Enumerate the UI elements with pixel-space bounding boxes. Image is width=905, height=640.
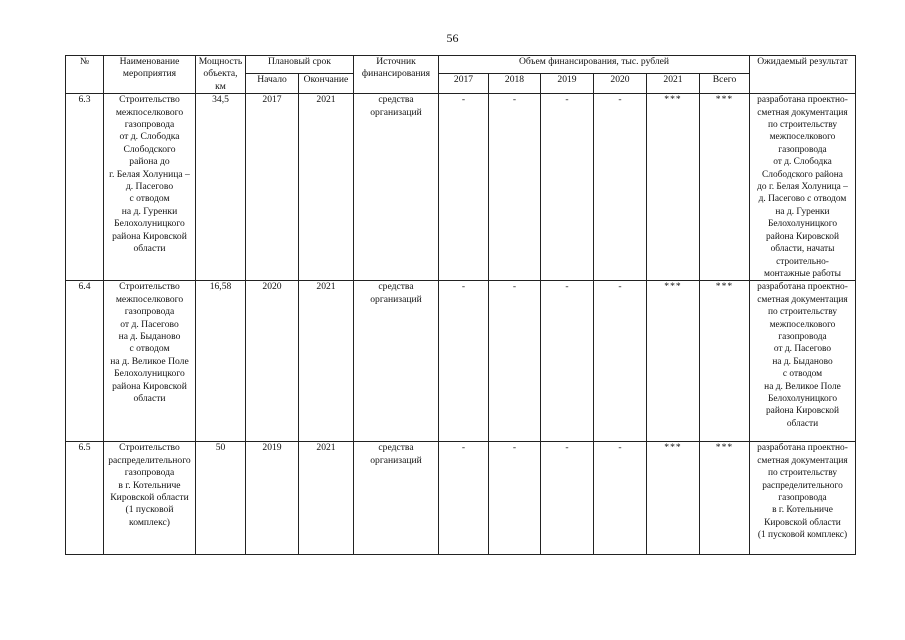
row-result-line: газопровода xyxy=(778,144,827,155)
row-name-line: района до xyxy=(129,156,170,168)
row-year-value: - xyxy=(439,281,489,442)
row-result-line: по строительству xyxy=(767,120,838,131)
table-row xyxy=(66,281,856,442)
header-capacity-line: км xyxy=(215,80,226,92)
row-result-line: строительно- xyxy=(776,256,829,267)
row-year-value: *** xyxy=(647,281,700,442)
row-name-line: межпоселкового xyxy=(115,106,184,118)
header-row-1 xyxy=(66,56,856,74)
row-result-line: газопровода xyxy=(778,331,827,342)
row-total-value: *** xyxy=(700,442,750,555)
row-year-value: - xyxy=(489,281,541,442)
row-result-line: Слободского района xyxy=(762,169,843,180)
row-name-line: в г. Котельниче xyxy=(118,479,181,491)
row-year-value: - xyxy=(489,442,541,555)
row-result-line: межпоселкового xyxy=(769,132,836,143)
header-plan-start: Начало xyxy=(246,73,299,93)
header-name-line: Наименование xyxy=(119,56,180,67)
header-total: Всего xyxy=(700,73,750,93)
row-result-line: межпоселкового xyxy=(769,319,836,330)
header-capacity xyxy=(196,56,246,94)
row-name-line: на д. Быданово xyxy=(118,330,181,342)
row-result-line: района Кировской xyxy=(765,406,840,417)
header-year: 2020 xyxy=(594,73,647,93)
header-capacity-line: Мощность xyxy=(198,56,243,67)
financing-table xyxy=(65,55,856,555)
row-name-line: газопровода xyxy=(124,467,175,479)
row-name-line: от д. Пасегово xyxy=(120,318,179,330)
row-year-value: - xyxy=(541,94,594,281)
row-source-line: организаций xyxy=(370,293,422,305)
row-year-value: - xyxy=(541,442,594,555)
row-result-line: до г. Белая Холуница – xyxy=(757,182,848,193)
row-source xyxy=(354,94,439,281)
row-result-line: сметная документация xyxy=(757,455,848,466)
row-name-line: Белохолуницкого xyxy=(114,368,185,380)
row-name-line: от д. Слободка xyxy=(119,131,180,143)
row-result-line: (1 пусковой комплекс) xyxy=(757,530,848,541)
row-name-line: межпоселкового xyxy=(115,293,184,305)
row-name-line: района Кировской xyxy=(112,230,187,242)
row-result-line: разработана проектно- xyxy=(757,95,848,106)
header-year: 2017 xyxy=(439,73,489,93)
row-result-line: области xyxy=(786,418,819,429)
row-plan-start: 2019 xyxy=(246,442,299,555)
header-year: 2021 xyxy=(647,73,700,93)
row-name-line: с отводом xyxy=(129,343,170,355)
row-source-line: средства xyxy=(378,281,414,293)
row-result-line: на д. Быданово xyxy=(772,356,833,367)
table-row xyxy=(66,94,856,281)
row-name-line: на д. Гуренки xyxy=(121,205,178,217)
row-result-line: разработана проектно- xyxy=(757,443,848,454)
row-source-line: средства xyxy=(378,442,414,454)
row-name-line: области xyxy=(133,392,166,404)
row-name-line: д. Пасегово xyxy=(125,181,174,193)
row-result-line: на д. Гуренки xyxy=(775,206,830,217)
row-total-value: *** xyxy=(700,94,750,281)
row-result-line: по строительству xyxy=(767,468,838,479)
row-name-line: распределительного xyxy=(108,454,191,466)
row-name-line: Кировской области xyxy=(110,491,189,503)
row-year-value: *** xyxy=(647,94,700,281)
header-name xyxy=(104,56,196,94)
row-result-line: района Кировской xyxy=(765,231,840,242)
row-year-value: - xyxy=(439,94,489,281)
row-result-line: распределительного xyxy=(762,480,843,491)
row-name-line: Строительство xyxy=(119,281,180,293)
header-funding: Объем финансирования, тыс. рублей xyxy=(439,56,750,74)
row-number: 6.3 xyxy=(66,94,104,281)
header-year: 2019 xyxy=(541,73,594,93)
row-name-line: газопровода xyxy=(124,119,175,131)
row-source-line: средства xyxy=(378,94,414,106)
header-result: Ожидаемый результат xyxy=(750,56,856,94)
row-result xyxy=(750,442,856,555)
row-result-line: газопровода xyxy=(778,492,827,503)
row-source xyxy=(354,442,439,555)
row-source xyxy=(354,281,439,442)
row-name xyxy=(104,442,196,555)
row-result-line: от д. Слободка xyxy=(773,157,832,168)
row-result-line: разработана проектно- xyxy=(757,282,848,293)
row-number: 6.4 xyxy=(66,281,104,442)
row-source-line: организаций xyxy=(370,454,422,466)
row-result-line: области, начаты xyxy=(770,244,835,255)
header-plan-end: Окончание xyxy=(299,73,354,93)
row-year-value: - xyxy=(594,281,647,442)
row-name-line: с отводом xyxy=(129,193,170,205)
row-name-line: г. Белая Холуница – xyxy=(109,168,190,180)
table-row xyxy=(66,442,856,555)
row-year-value: - xyxy=(439,442,489,555)
header-plan-period: Плановый срок xyxy=(246,56,354,74)
row-result-line: с отводом xyxy=(782,369,823,380)
row-capacity: 50 xyxy=(196,442,246,555)
row-name-line: области xyxy=(133,243,166,255)
row-year-value: - xyxy=(594,442,647,555)
row-capacity: 16,58 xyxy=(196,281,246,442)
row-name-line: (1 пусковой xyxy=(125,504,174,516)
row-name-line: района Кировской xyxy=(112,380,187,392)
row-result-line: сметная документация xyxy=(757,107,848,118)
row-plan-start: 2017 xyxy=(246,94,299,281)
row-result-line: на д. Великое Поле xyxy=(764,381,841,392)
row-result-line: от д. Пасегово xyxy=(773,344,832,355)
row-result-line: в г. Котельниче xyxy=(772,505,833,516)
row-plan-end: 2021 xyxy=(299,281,354,442)
row-result xyxy=(750,281,856,442)
row-year-value: - xyxy=(489,94,541,281)
row-name-line: Слободского xyxy=(123,143,176,155)
row-result-line: Белохолуницкого xyxy=(767,393,838,404)
header-name-line: мероприятия xyxy=(122,68,177,80)
row-plan-end: 2021 xyxy=(299,94,354,281)
page-number: 56 xyxy=(446,31,459,45)
row-source-line: организаций xyxy=(370,106,422,118)
row-number: 6.5 xyxy=(66,442,104,555)
row-result-line: сметная документация xyxy=(757,294,848,305)
row-result-line: д. Пасегово с отводом xyxy=(758,194,847,205)
row-plan-start: 2020 xyxy=(246,281,299,442)
row-name xyxy=(104,281,196,442)
header-num: № xyxy=(66,56,104,94)
header-capacity-line: объекта, xyxy=(203,68,238,80)
row-year-value: - xyxy=(541,281,594,442)
header-source xyxy=(354,56,439,94)
row-result-line: Белохолуницкого xyxy=(767,219,838,230)
row-name-line: газопровода xyxy=(124,306,175,318)
header-year: 2018 xyxy=(489,73,541,93)
row-name-line: Строительство xyxy=(119,94,180,106)
row-year-value: - xyxy=(594,94,647,281)
row-result-line: монтажные работы xyxy=(764,268,841,279)
row-capacity: 34,5 xyxy=(196,94,246,281)
row-year-value: *** xyxy=(647,442,700,555)
row-name xyxy=(104,94,196,281)
row-name-line: комплекс) xyxy=(129,516,170,528)
row-name-line: на д. Великое Поле xyxy=(110,355,189,367)
row-total-value: *** xyxy=(700,281,750,442)
row-result-line: Кировской области xyxy=(764,517,841,528)
row-name-line: Строительство xyxy=(119,442,180,454)
row-name-line: Белохолуницкого xyxy=(114,218,185,230)
row-result-line: по строительству xyxy=(767,307,838,318)
header-source-line: финансирования xyxy=(361,68,431,80)
header-source-line: Источник xyxy=(376,56,416,67)
row-plan-end: 2021 xyxy=(299,442,354,555)
row-result xyxy=(750,94,856,281)
